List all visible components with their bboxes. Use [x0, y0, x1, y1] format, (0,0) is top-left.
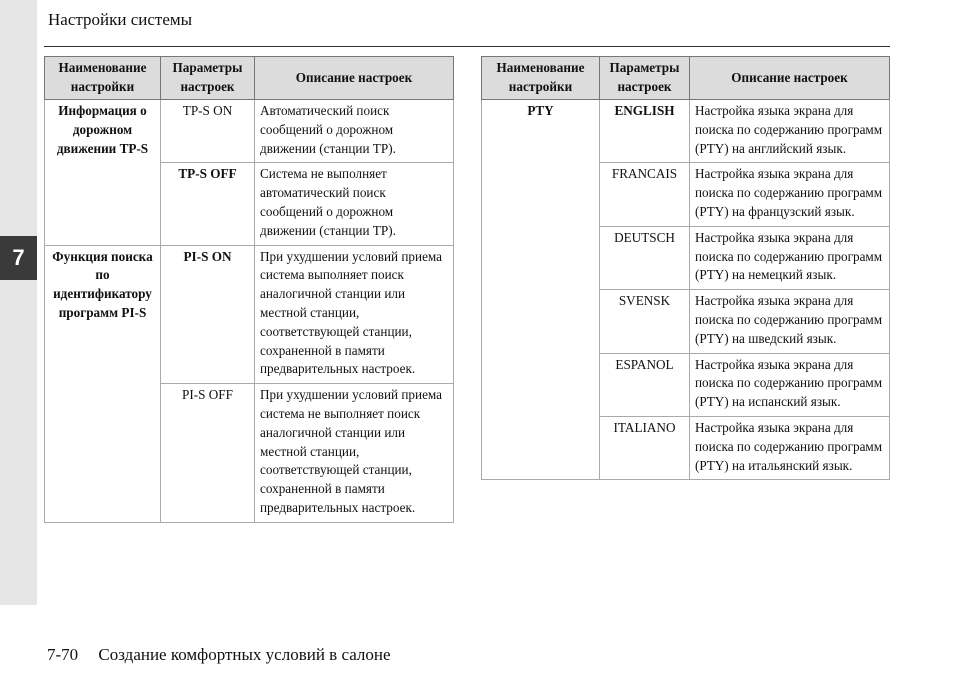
setting-param: TP-S OFF — [161, 163, 255, 245]
col-header-desc: Описание настроек — [690, 57, 890, 100]
page-header-title: Настройки системы — [48, 10, 193, 29]
setting-param: PI-S ON — [161, 245, 255, 384]
setting-param: SVENSK — [600, 290, 690, 353]
setting-desc: Настройка языка экрана для поиска по содержанию программ (PTY) на английский язык. — [690, 100, 890, 163]
setting-param: ITALIANO — [600, 416, 690, 479]
table-header-row — [482, 57, 890, 100]
setting-desc: Настройка языка экрана для поиска по содержанию программ (PTY) на французский язык. — [690, 163, 890, 226]
setting-param: ESPANOL — [600, 353, 690, 416]
table-header-row — [45, 57, 454, 100]
setting-desc: Система не выполняет автоматический поиск сообщений о дорожном движении (станции TP). — [255, 163, 454, 245]
setting-param: TP-S ON — [161, 100, 255, 163]
setting-desc: Настройка языка экрана для поиска по содержанию программ (PTY) на испанский язык. — [690, 353, 890, 416]
col-header-param: Параметры настроек — [600, 57, 690, 100]
setting-param: ENGLISH — [600, 100, 690, 163]
setting-name: Информация о дорожном движении TP-S — [45, 100, 161, 246]
col-header-param: Параметры настроек — [161, 57, 255, 100]
chapter-tab: 7 — [0, 236, 37, 280]
page-number: 7-70 — [47, 645, 79, 664]
setting-desc: Настройка языка экрана для поиска по содержанию программ (PTY) на шведский язык. — [690, 290, 890, 353]
setting-desc: Настройка языка экрана для поиска по содержанию программ (PTY) на немецкий язык. — [690, 226, 890, 289]
setting-desc: Настройка языка экрана для поиска по содержанию программ (PTY) на итальянский язык. — [690, 416, 890, 479]
section-title: Создание комфортных условий в салоне — [98, 645, 391, 664]
settings-table-left — [44, 56, 454, 523]
page-footer — [47, 645, 391, 665]
table-row — [45, 245, 454, 384]
col-header-desc: Описание настроек — [255, 57, 454, 100]
setting-desc: Автоматический поиск сообщений о дорожном движении (станции TP). — [255, 100, 454, 163]
setting-param: DEUTSCH — [600, 226, 690, 289]
setting-param: FRANCAIS — [600, 163, 690, 226]
setting-param: PI-S OFF — [161, 384, 255, 523]
header-divider — [44, 46, 890, 47]
table-row — [45, 100, 454, 163]
col-header-name: Наименование настройки — [482, 57, 600, 100]
setting-desc: При ухудшении условий приема система выполняет поиск аналогичной станции или местной станции, соответствующей станции, сохраненной в памяти предварительных настроек. — [255, 245, 454, 384]
table-row — [482, 100, 890, 163]
setting-name: Функция поиска по идентификатору программ PI-S — [45, 245, 161, 522]
settings-table-right — [481, 56, 890, 480]
col-header-name: Наименование настройки — [45, 57, 161, 100]
setting-desc: При ухудшении условий приема система не выполняет поиск аналогичной станции или местной станции, соответствующей станции, сохраненной в памяти предварительных настроек. — [255, 384, 454, 523]
side-strip — [0, 0, 37, 605]
setting-name: PTY — [482, 100, 600, 480]
